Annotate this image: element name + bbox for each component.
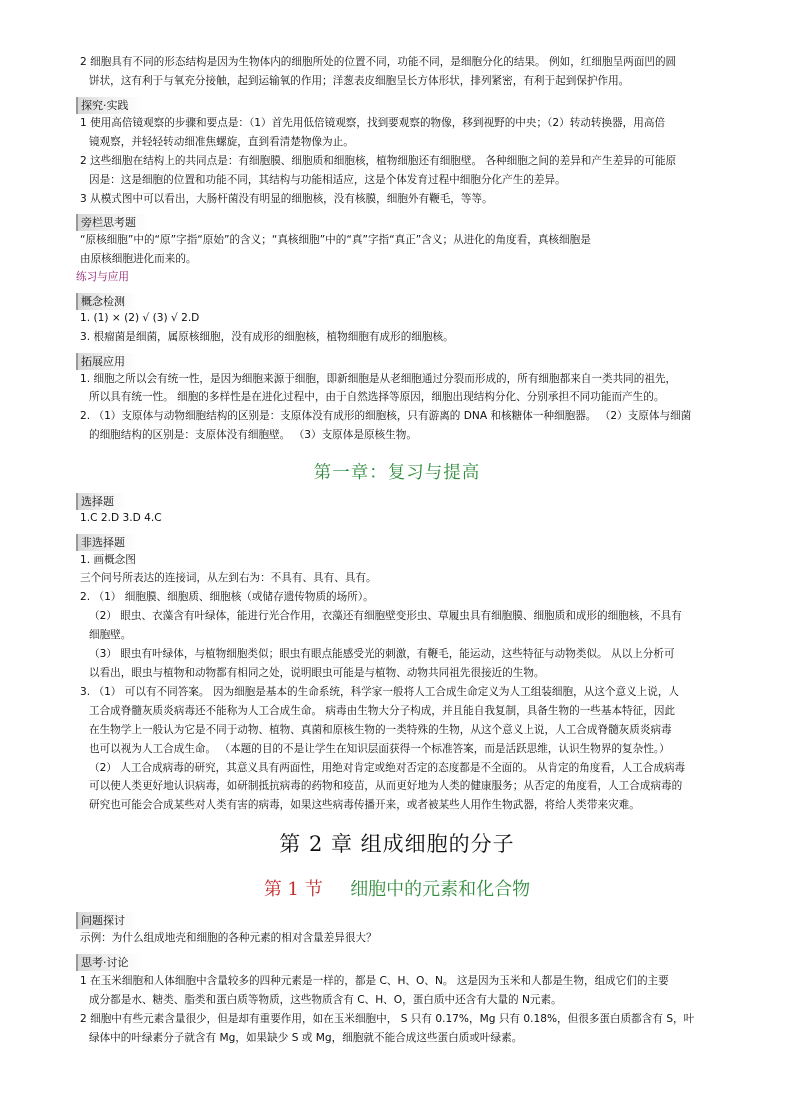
section-tag-side-question: 旁栏思考题: [76, 214, 148, 231]
nonchoice-line-3: 2. （1） 细胞膜、细胞质、细胞核（或储存遗传物质的场所）。: [80, 591, 374, 603]
think-line-4: 绿体中的叶绿素分子就含有 Mg，如果缺少 S 或 Mg，细胞就不能合成这些蛋白质或叶绿素。: [89, 1032, 523, 1044]
section-tag-choice: 选择题: [76, 493, 126, 510]
side-line-1: “原核细胞”中的“原”字指“原始”的含义；“真核细胞”中的“真”字指“真正”含义；从进化的角度看，真核细胞是: [80, 234, 591, 246]
explore-line-1: 1 使用高倍镜观察的步骤和要点是：（1）首先用低倍镜观察，找到要观察的物像，移到视野的中央；（2）转动转换器，用高倍: [80, 117, 666, 129]
think-line-1: 1 在玉米细胞和人体细胞中含量较多的四种元素是一样的，都是 C、H、O、N。 这是因为玉米和人都是生物，组成它们的主要: [80, 975, 669, 987]
section-tag-extend: 拓展应用: [76, 353, 137, 370]
extend-line-1: 1. 细胞之所以会有统一性，是因为细胞来源于细胞，即新细胞是从老细胞通过分裂而形成的，所有细胞都来自一类共同的祖先，: [80, 373, 677, 385]
section1-number: 第 1 节: [263, 879, 323, 900]
concept-line-1: 1. (1) × (2) √ (3) √ 2.D: [80, 312, 200, 324]
nonchoice-line-14: 研究也可能会合成某些对人类有害的病毒，如果这些病毒传播开来，或者被某些人用作生物武器，将给人类带来灾难。: [89, 799, 640, 811]
practice-label: 练习与应用: [76, 271, 129, 283]
nonchoice-line-11: 也可以视为人工合成生命。 （本题的目的不是让学生在知识层面获得一个标准答案，而是活跃思维，认识生物界的复杂性。）: [89, 743, 670, 755]
explore-line-5: 3 从模式图中可以看出，大肠杆菌没有明显的细胞核，没有核膜，细胞外有鞭毛，等等。: [80, 193, 493, 205]
choice-answers: 1.C 2.D 3.D 4.C: [80, 512, 162, 524]
section-tag-issue: 问题探讨: [76, 912, 137, 929]
chapter2-title: 第 2 章 组成细胞的分子: [279, 832, 515, 856]
nonchoice-line-9: 工合成脊髓灰质炎病毒还不能称为人工合成生命。 病毒由生物大分子构成，并且能自我复制，具备生物的一些基本特征，因此: [89, 705, 676, 717]
section-tag-nonchoice: 非选择题: [76, 534, 137, 551]
nonchoice-line-12: （2） 人工合成病毒的研究，其意义具有两面性，用绝对肯定或绝对否定的态度都是不全面的。 从肯定的角度看，人工合成病毒: [89, 762, 686, 774]
section-tag-explore: 探究·实践: [76, 97, 141, 114]
nonchoice-line-2: 三个问号所表达的连接词，从左到右为：不具有、具有、具有。: [80, 572, 377, 584]
section-tag-concept-check: 概念检测: [76, 293, 137, 310]
nonchoice-line-5: 细胞壁。: [89, 629, 132, 641]
section1-heading: [0, 878, 794, 902]
think-line-3: 2 细胞中有些元素含量很少，但是却有重要作用，如在玉米细胞中， S 只有 0.17%，Mg 只有 0.18%，但很多蛋白质都含有 S，叶: [80, 1013, 695, 1025]
explore-line-3: 2 这些细胞在结构上的共同点是：有细胞膜、细胞质和细胞核，植物细胞还有细胞壁。 各种细胞之间的差异和产生差异的可能原: [80, 155, 677, 167]
section1-title: 细胞中的元素和化合物: [350, 879, 531, 900]
nonchoice-line-13: 可以使人类更好地认识病毒，如研制抵抗病毒的药物和疫苗，从而更好地为人类的健康服务；从否定的角度看，人工合成病毒的: [89, 780, 683, 792]
think-line-2: 成分都是水、糖类、脂类和蛋白质等物质，这些物质含有 C、H、O，蛋白质中还含有大量的 N元素。: [89, 994, 562, 1006]
nonchoice-line-8: 3. （1） 可以有不同答案。 因为细胞是基本的生命系统，科学家一般将人工合成生命定义为人工组装细胞，从这个意义上说，人: [80, 686, 680, 698]
concept-line-2: 3. 根瘤菌是细菌，属原核细胞，没有成形的细胞核，植物细胞有成形的细胞核。: [80, 331, 454, 343]
extend-line-3: 2. （1）支原体与动物细胞结构的区别是：支原体没有成形的细胞核，只有游离的 DNA 和核糖体一种细胞器。 （2）支原体与细菌: [80, 410, 692, 422]
nonchoice-line-10: 在生物学上一般认为它是不同于动物、植物、真菌和原核生物的一类特殊的生物，从这个意义上说，人工合成脊髓灰质炎病毒: [89, 724, 672, 736]
top-line-2: 饼状，这有利于与氧充分接触，起到运输氧的作用；洋葱表皮细胞呈长方体形状，排列紧密，有利于起到保护作用。: [89, 75, 630, 87]
extend-line-2: 所以具有统一性。 细胞的多样性是在进化过程中，由于自然选择等原因，细胞出现结构分化、分别承担不同功能而产生的。: [89, 391, 665, 403]
extend-line-4: 的细胞结构的区别是：支原体没有细胞壁。 （3）支原体是原核生物。: [89, 429, 417, 441]
chapter1-review-title: 第一章：复习与提高: [313, 463, 481, 483]
explore-line-4: 因是：这是细胞的位置和功能不同，其结构与功能相适应，这是个体发育过程中细胞分化产生的差异。: [89, 174, 566, 186]
section-tag-think: 思考·讨论: [76, 954, 141, 971]
issue-line: 示例：为什么组成地壳和细胞的各种元素的相对含量差异很大？: [80, 932, 377, 944]
side-line-2: 由原核细胞进化而来的。: [80, 253, 197, 265]
nonchoice-line-7: 以看出，眼虫与植物和动物都有相同之处，说明眼虫可能是与植物、动物共同祖先很接近的生物。: [89, 667, 545, 679]
explore-line-2: 镜观察，并轻轻转动细准焦螺旋，直到看清楚物像为止。: [89, 136, 354, 148]
nonchoice-line-1: 1. 画概念图: [80, 554, 136, 566]
top-line-1: 2 细胞具有不同的形态结构是因为生物体内的细胞所处的位置不同，功能不同，是细胞分化的结果。 例如，红细胞呈两面凹的圆: [80, 56, 677, 68]
nonchoice-line-4: （2） 眼虫、衣藻含有叶绿体，能进行光合作用，衣藻还有细胞壁变形虫、草履虫具有细胞膜、细胞质和成形的细胞核，不具有: [89, 610, 682, 622]
nonchoice-line-6: （3） 眼虫有叶绿体，与植物细胞类似；眼虫有眼点能感受光的刺激，有鞭毛，能运动，这些特征与动物类似。 从以上分析可: [89, 648, 675, 660]
